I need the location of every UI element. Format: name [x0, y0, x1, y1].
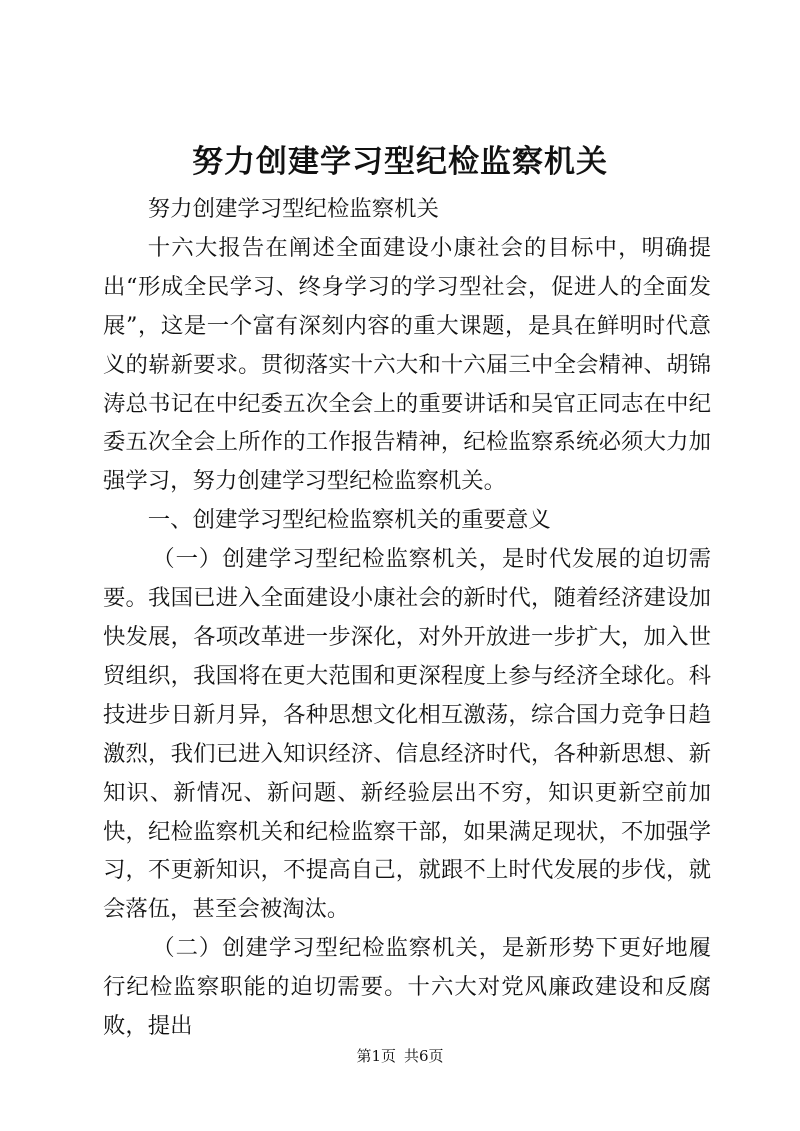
document-title: 努力创建学习型纪检监察机关: [192, 144, 608, 180]
page-number: 第1页: [356, 1047, 396, 1065]
paragraph-intro: 十六大报告在阐述全面建设小康社会的目标中，明确提出“形成全民学习、终身学习的学习型社会，促进人的全面发展”，这是一个富有深刻内容的重大课题，是具在鲜明时代意义的崭新要求。贯彻落实十六大和十六届三中全会精神、胡锦涛总书记在中纪委五次全会上的重要讲话和吴官正同志在中纪委五次全会上所作的工作报告精神，纪检监察系统必须大力加强学习，努力创建学习型纪检监察机关。: [103, 234, 711, 495]
section-heading-1: 一、创建学习型纪检监察机关的重要意义: [147, 507, 551, 534]
document-body: [103, 190, 711, 1046]
page-footer: [0, 1046, 800, 1066]
paragraph-point-2: （二）创建学习型纪检监察机关，是新形势下更好地履行纪检监察职能的迫切需要。十六大对党风廉政建设和反腐败，提出: [103, 935, 711, 1040]
paragraph-point-1: （一）创建学习型纪检监察机关，是时代发展的迫切需要。我国已进入全面建设小康社会的新时代，随着经济建设加快发展，各项改革进一步深化，对外开放进一步扩大，加入世贸组织，我国将在更大范围和更深程度上参与经济全球化。科技进步日新月异，各种思想文化相互激荡，综合国力竞争日趋激烈，我们已进入知识经济、信息经济时代，各种新思想、新知识、新情况、新问题、新经验层出不穷，知识更新空前加快，纪检监察机关和纪检监察干部，如果满足现状，不加强学习，不更新知识，不提高自己，就跟不上时代发展的步伐，就会落伍，甚至会被淘汰。: [103, 546, 711, 923]
paragraph-subtitle: 努力创建学习型纪检监察机关: [147, 196, 439, 222]
page-total: 共6页: [404, 1047, 444, 1065]
